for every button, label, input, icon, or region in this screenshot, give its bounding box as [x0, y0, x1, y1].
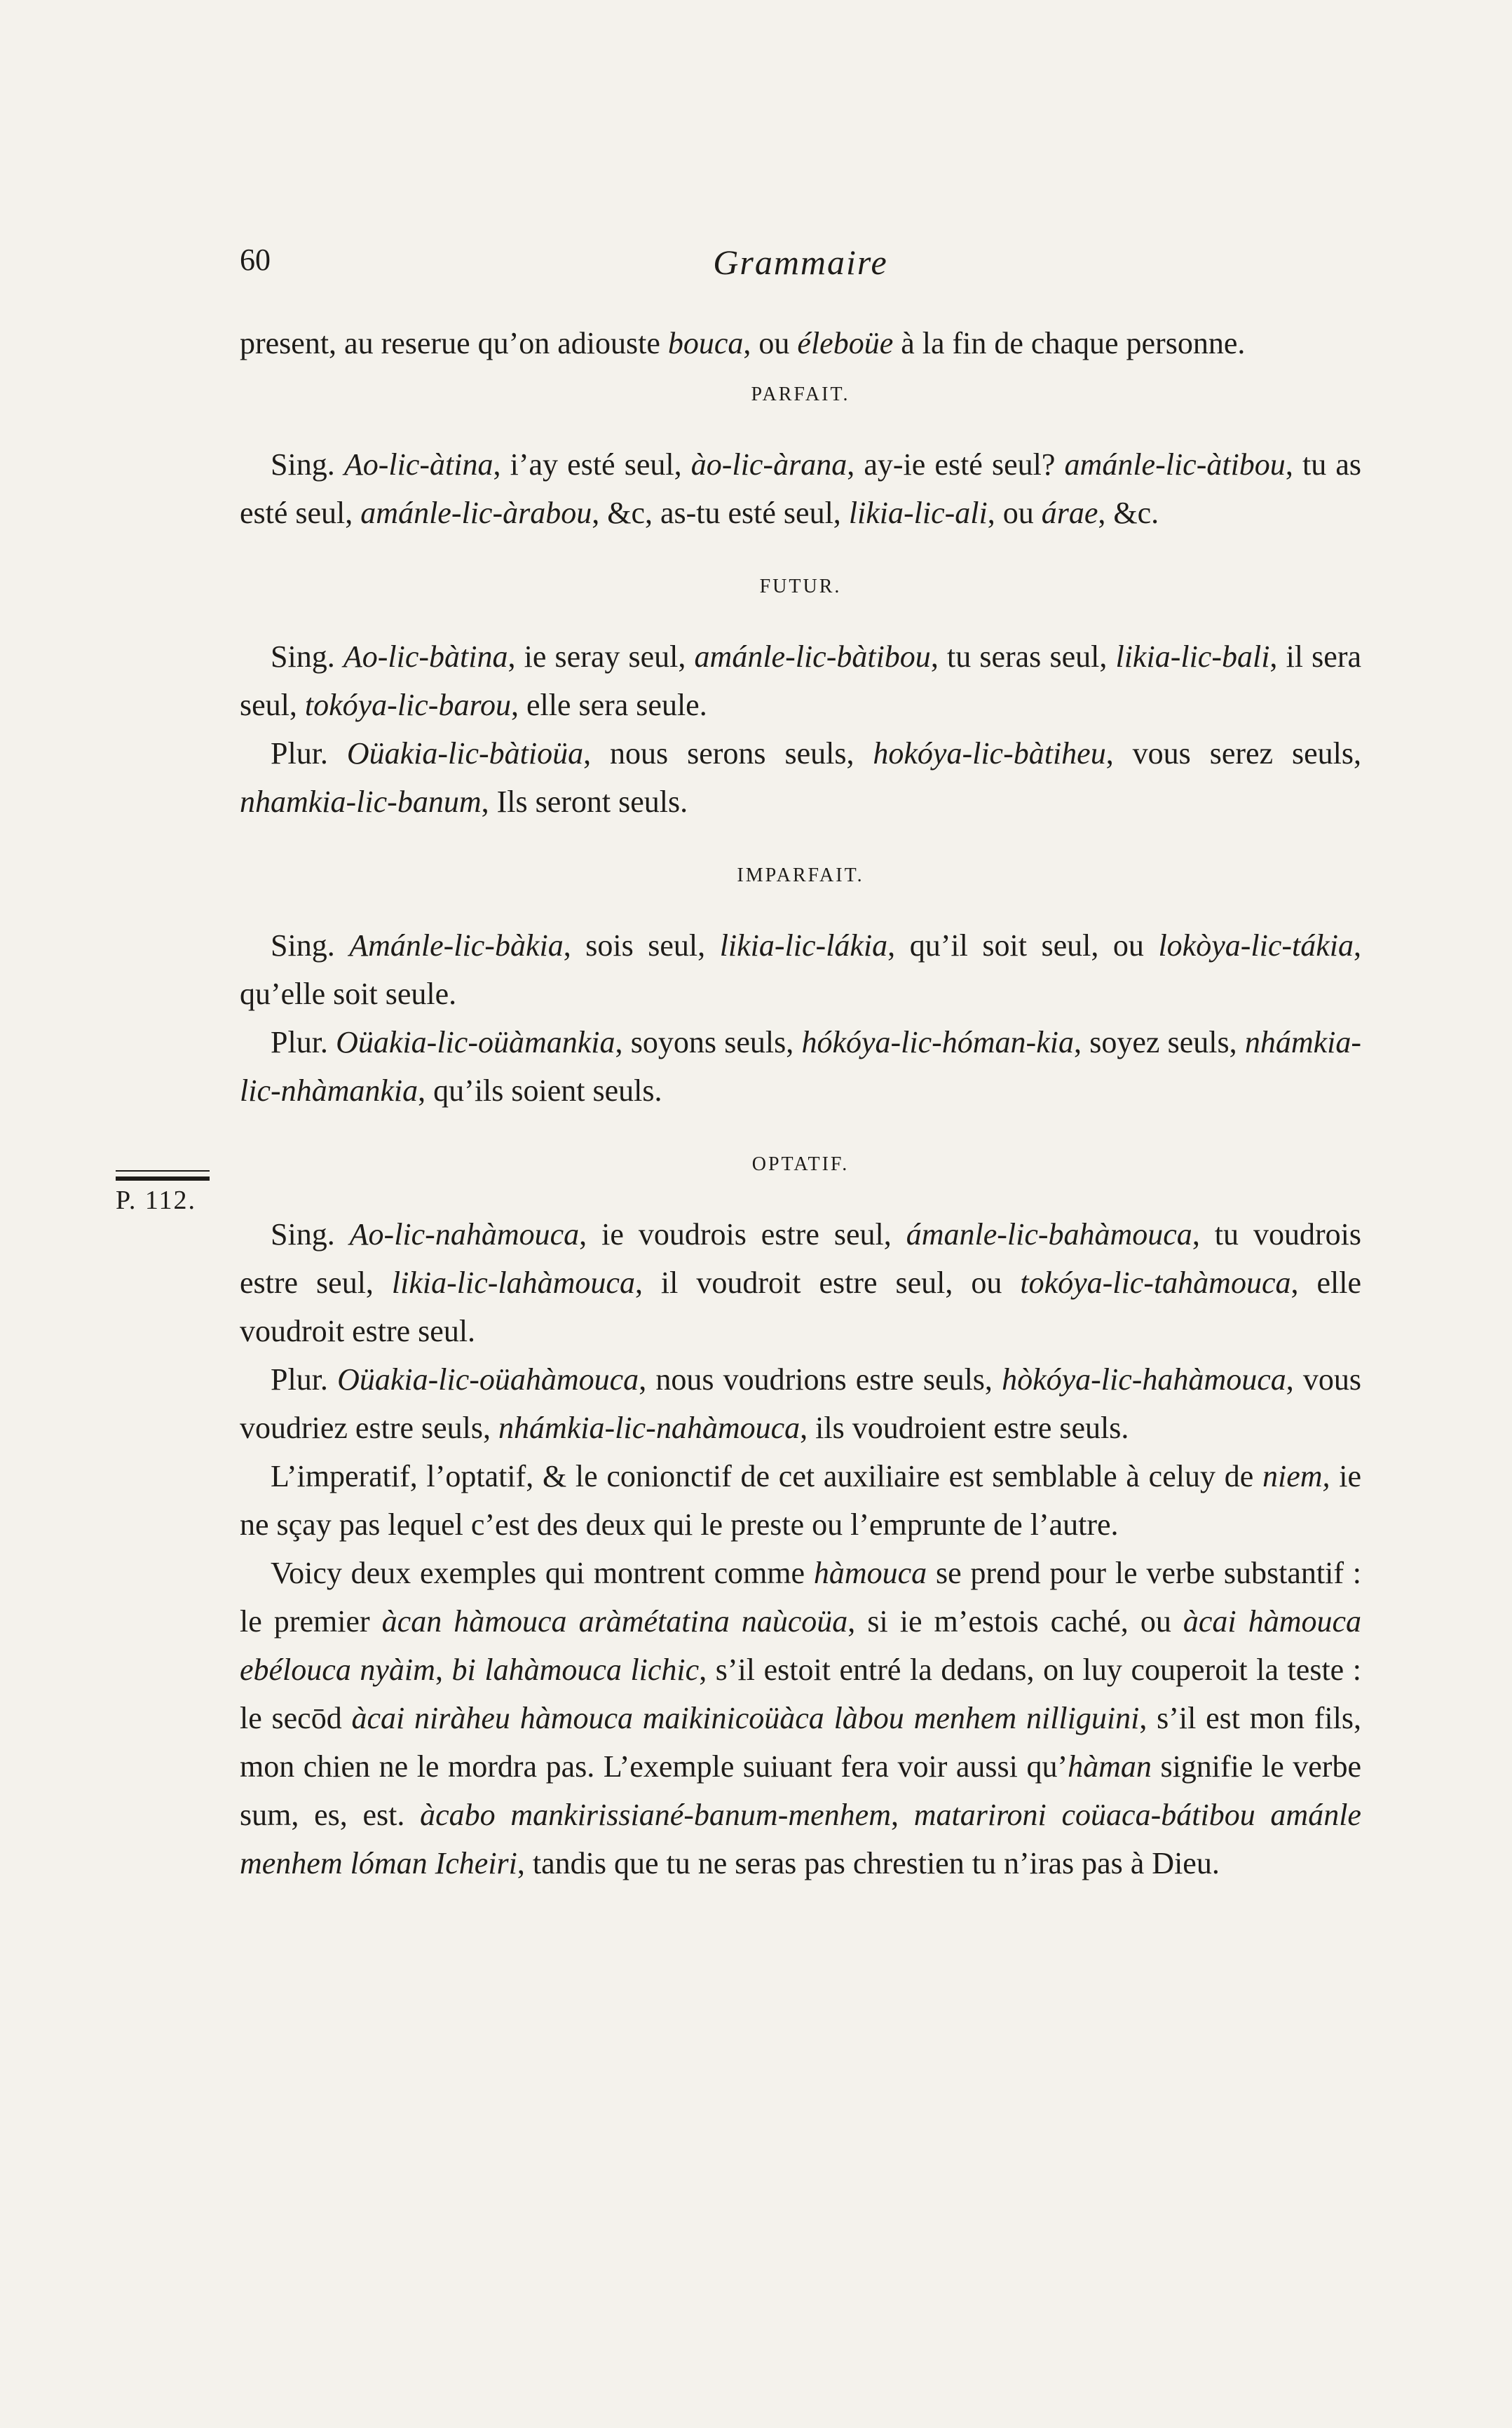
text-segment: Sing.	[271, 447, 344, 482]
text-segment: present, au reserue qu’on adiouste	[240, 326, 668, 360]
text-segment: , &c, as-tu esté seul,	[592, 496, 849, 530]
italic-term: nhámkia-lic-nhàmankia	[240, 1025, 1362, 1108]
italic-term: amánle-lic-àtibou	[1064, 447, 1286, 482]
italic-term: lokòya-lic-tákia	[1158, 928, 1354, 963]
text-segment: , s’il est mon fils, mon chien ne le mordra pas. L’exemple suiuant fera voir aussi qu’	[240, 1701, 1361, 1784]
text-segment: Plur.	[271, 1025, 336, 1059]
italic-term: nhamkia-lic-banum	[240, 785, 482, 819]
italic-term: tokóya-lic-barou	[304, 688, 511, 722]
page-number: 60	[240, 243, 271, 277]
text-segment: , vous voudriez estre seuls,	[240, 1362, 1361, 1445]
text-segment: Sing.	[271, 639, 343, 674]
text-segment: , Ils seront seuls.	[481, 785, 688, 819]
italic-term: hokóya-lic-bàtiheu	[873, 736, 1106, 771]
text-segment: Sing.	[271, 1217, 350, 1252]
italic-term: nhámkia-lic-nahàmouca	[498, 1411, 801, 1445]
italic-term: likia-lic-ali	[848, 496, 988, 530]
text-segment: , vous serez seuls,	[1105, 736, 1361, 771]
italic-term: likia-lic-lákia	[719, 928, 888, 963]
text-segment: , ay-ie esté seul?	[847, 447, 1065, 482]
text-segment: , tandis que tu ne seras pas chrestien tu n’iras pas à Dieu.	[517, 1846, 1220, 1880]
section-heading: FUTUR.	[759, 576, 842, 597]
italic-term: Amánle-lic-bàkia	[349, 928, 564, 963]
body-paragraph	[240, 1355, 1361, 1452]
text-segment: , ou	[743, 326, 798, 360]
italic-term: Oüakia-lic-bàtioüa	[346, 736, 584, 771]
italic-term: árae	[1041, 496, 1098, 530]
text-segment: , &c.	[1098, 496, 1159, 530]
margin-page-reference: P. 112.	[116, 1186, 197, 1215]
text-segment: , il sera seul,	[240, 639, 1362, 722]
italic-term: Ao-lic-àtina	[343, 447, 493, 482]
text-segment: , nous serons seuls,	[583, 736, 873, 771]
italic-term: hàman	[1068, 1749, 1152, 1784]
text-segment: ,	[435, 1653, 452, 1687]
body-paragraph	[240, 921, 1361, 1018]
italic-term: hàmouca	[813, 1556, 927, 1590]
text-segment: , qu’ils soient seuls.	[418, 1073, 662, 1108]
text-segment: , sois seul,	[563, 928, 720, 963]
italic-term: Ao-lic-bàtina	[343, 639, 508, 674]
text-segment: , il voudroit estre seul, ou	[634, 1266, 1021, 1300]
text-segment: , s’il estoit entré la dedans, on luy couperoit la teste : le secōd	[240, 1653, 1362, 1735]
text-segment: , tu seras seul,	[930, 639, 1116, 674]
text-segment: signifie le verbe sum, es, est.	[240, 1749, 1361, 1832]
italic-term: hòkóya-lic-hahàmouca	[1002, 1362, 1286, 1397]
text-segment: , qu’elle soit seule.	[240, 928, 1361, 1011]
section-heading: IMPARFAIT.	[737, 864, 864, 886]
text-segment: , soyez seuls,	[1073, 1025, 1245, 1059]
italic-term: likia-lic-bali	[1115, 639, 1270, 674]
text-segment: , nous voudrions estre seuls,	[639, 1362, 1002, 1397]
running-title: Grammaire	[713, 243, 888, 282]
italic-term: tokóya-lic-tahàmouca	[1020, 1266, 1291, 1300]
text-segment: ie ne sçay pas lequel c’est des deux qui le preste ou l’emprunte de l’autre.	[240, 1459, 1361, 1542]
text-segment: Voicy deux exemples qui montrent comme	[271, 1556, 814, 1590]
italic-term: bouca	[667, 326, 744, 360]
body-paragraph	[240, 1210, 1361, 1355]
italic-term: àcai hàmouca ebélouca nyàim	[240, 1604, 1361, 1687]
italic-term: ámanle-lic-bahàmouca	[906, 1217, 1192, 1252]
italic-term: likia-lic-lahàmouca	[391, 1266, 635, 1300]
text-column	[240, 319, 1361, 1887]
text-segment: , elle sera seule.	[510, 688, 707, 722]
italic-term: ào-lic-àrana	[690, 447, 847, 482]
text-segment: , tu voudrois estre seul,	[240, 1217, 1361, 1300]
margin-rule-thick	[116, 1176, 210, 1181]
section-heading: PARFAIT.	[751, 384, 850, 405]
text-segment: , soyons seuls,	[615, 1025, 802, 1059]
text-segment: , si ie m’estois caché, ou	[847, 1604, 1183, 1639]
italic-term: amánle-lic-bàtibou	[694, 639, 931, 674]
text-segment: , ie seray seul,	[508, 639, 695, 674]
section-heading: OPTATIF.	[751, 1153, 850, 1175]
text-segment: , ils voudroient estre seuls.	[800, 1411, 1129, 1445]
italic-term: matarironi coüaca-bátibou amánle menhem lóman Icheiri	[240, 1798, 1361, 1880]
text-segment: , ie voudrois estre seul,	[579, 1217, 906, 1252]
text-segment: Sing.	[271, 928, 350, 963]
italic-term: niem,	[1262, 1459, 1330, 1493]
body-paragraph	[240, 729, 1361, 826]
text-segment: Plur.	[271, 736, 347, 771]
body-paragraph	[240, 1452, 1361, 1549]
body-paragraph	[240, 1018, 1361, 1115]
text-segment: se prend pour le verbe substantif : le premier	[240, 1556, 1361, 1639]
text-segment: , elle voudroit estre seul.	[240, 1266, 1361, 1348]
italic-term: bi lahàmouca lichic	[451, 1653, 700, 1687]
text-segment: , ou	[987, 496, 1042, 530]
italic-term: àcai niràheu hàmouca maikinicoüàca làbou menhem nilliguini	[351, 1701, 1140, 1735]
text-segment: L’imperatif, l’optatif, & le conionctif de cet auxiliaire est semblable à celuy de	[271, 1459, 1262, 1493]
italic-term: éleboüe	[797, 326, 894, 360]
body-paragraph	[240, 319, 1361, 367]
italic-term: Oüakia-lic-oüahàmouca	[337, 1362, 639, 1397]
page-header	[240, 242, 1361, 298]
text-segment: Plur.	[271, 1362, 338, 1397]
italic-term: Ao-lic-nahàmouca	[349, 1217, 580, 1252]
text-segment: , tu as esté seul,	[240, 447, 1361, 530]
body-paragraph	[240, 632, 1361, 729]
text-segment: à la fin de chaque personne.	[893, 326, 1246, 360]
italic-term: amánle-lic-àrabou	[360, 496, 592, 530]
italic-term: Oüakia-lic-oüàmankia	[336, 1025, 615, 1059]
text-segment: , qu’il soit seul, ou	[887, 928, 1159, 963]
margin-rule-thin	[116, 1170, 210, 1172]
body-paragraph	[240, 440, 1361, 537]
italic-term: hókóya-lic-hóman-kia	[801, 1025, 1074, 1059]
text-segment: ,	[890, 1798, 914, 1832]
body-paragraph	[240, 1549, 1361, 1887]
text-segment: , i’ay esté seul,	[493, 447, 691, 482]
italic-term: àcan hàmouca aràmétatina naùcoüa	[381, 1604, 848, 1639]
italic-term: àcabo mankirissiané-banum-menhem	[420, 1798, 891, 1832]
